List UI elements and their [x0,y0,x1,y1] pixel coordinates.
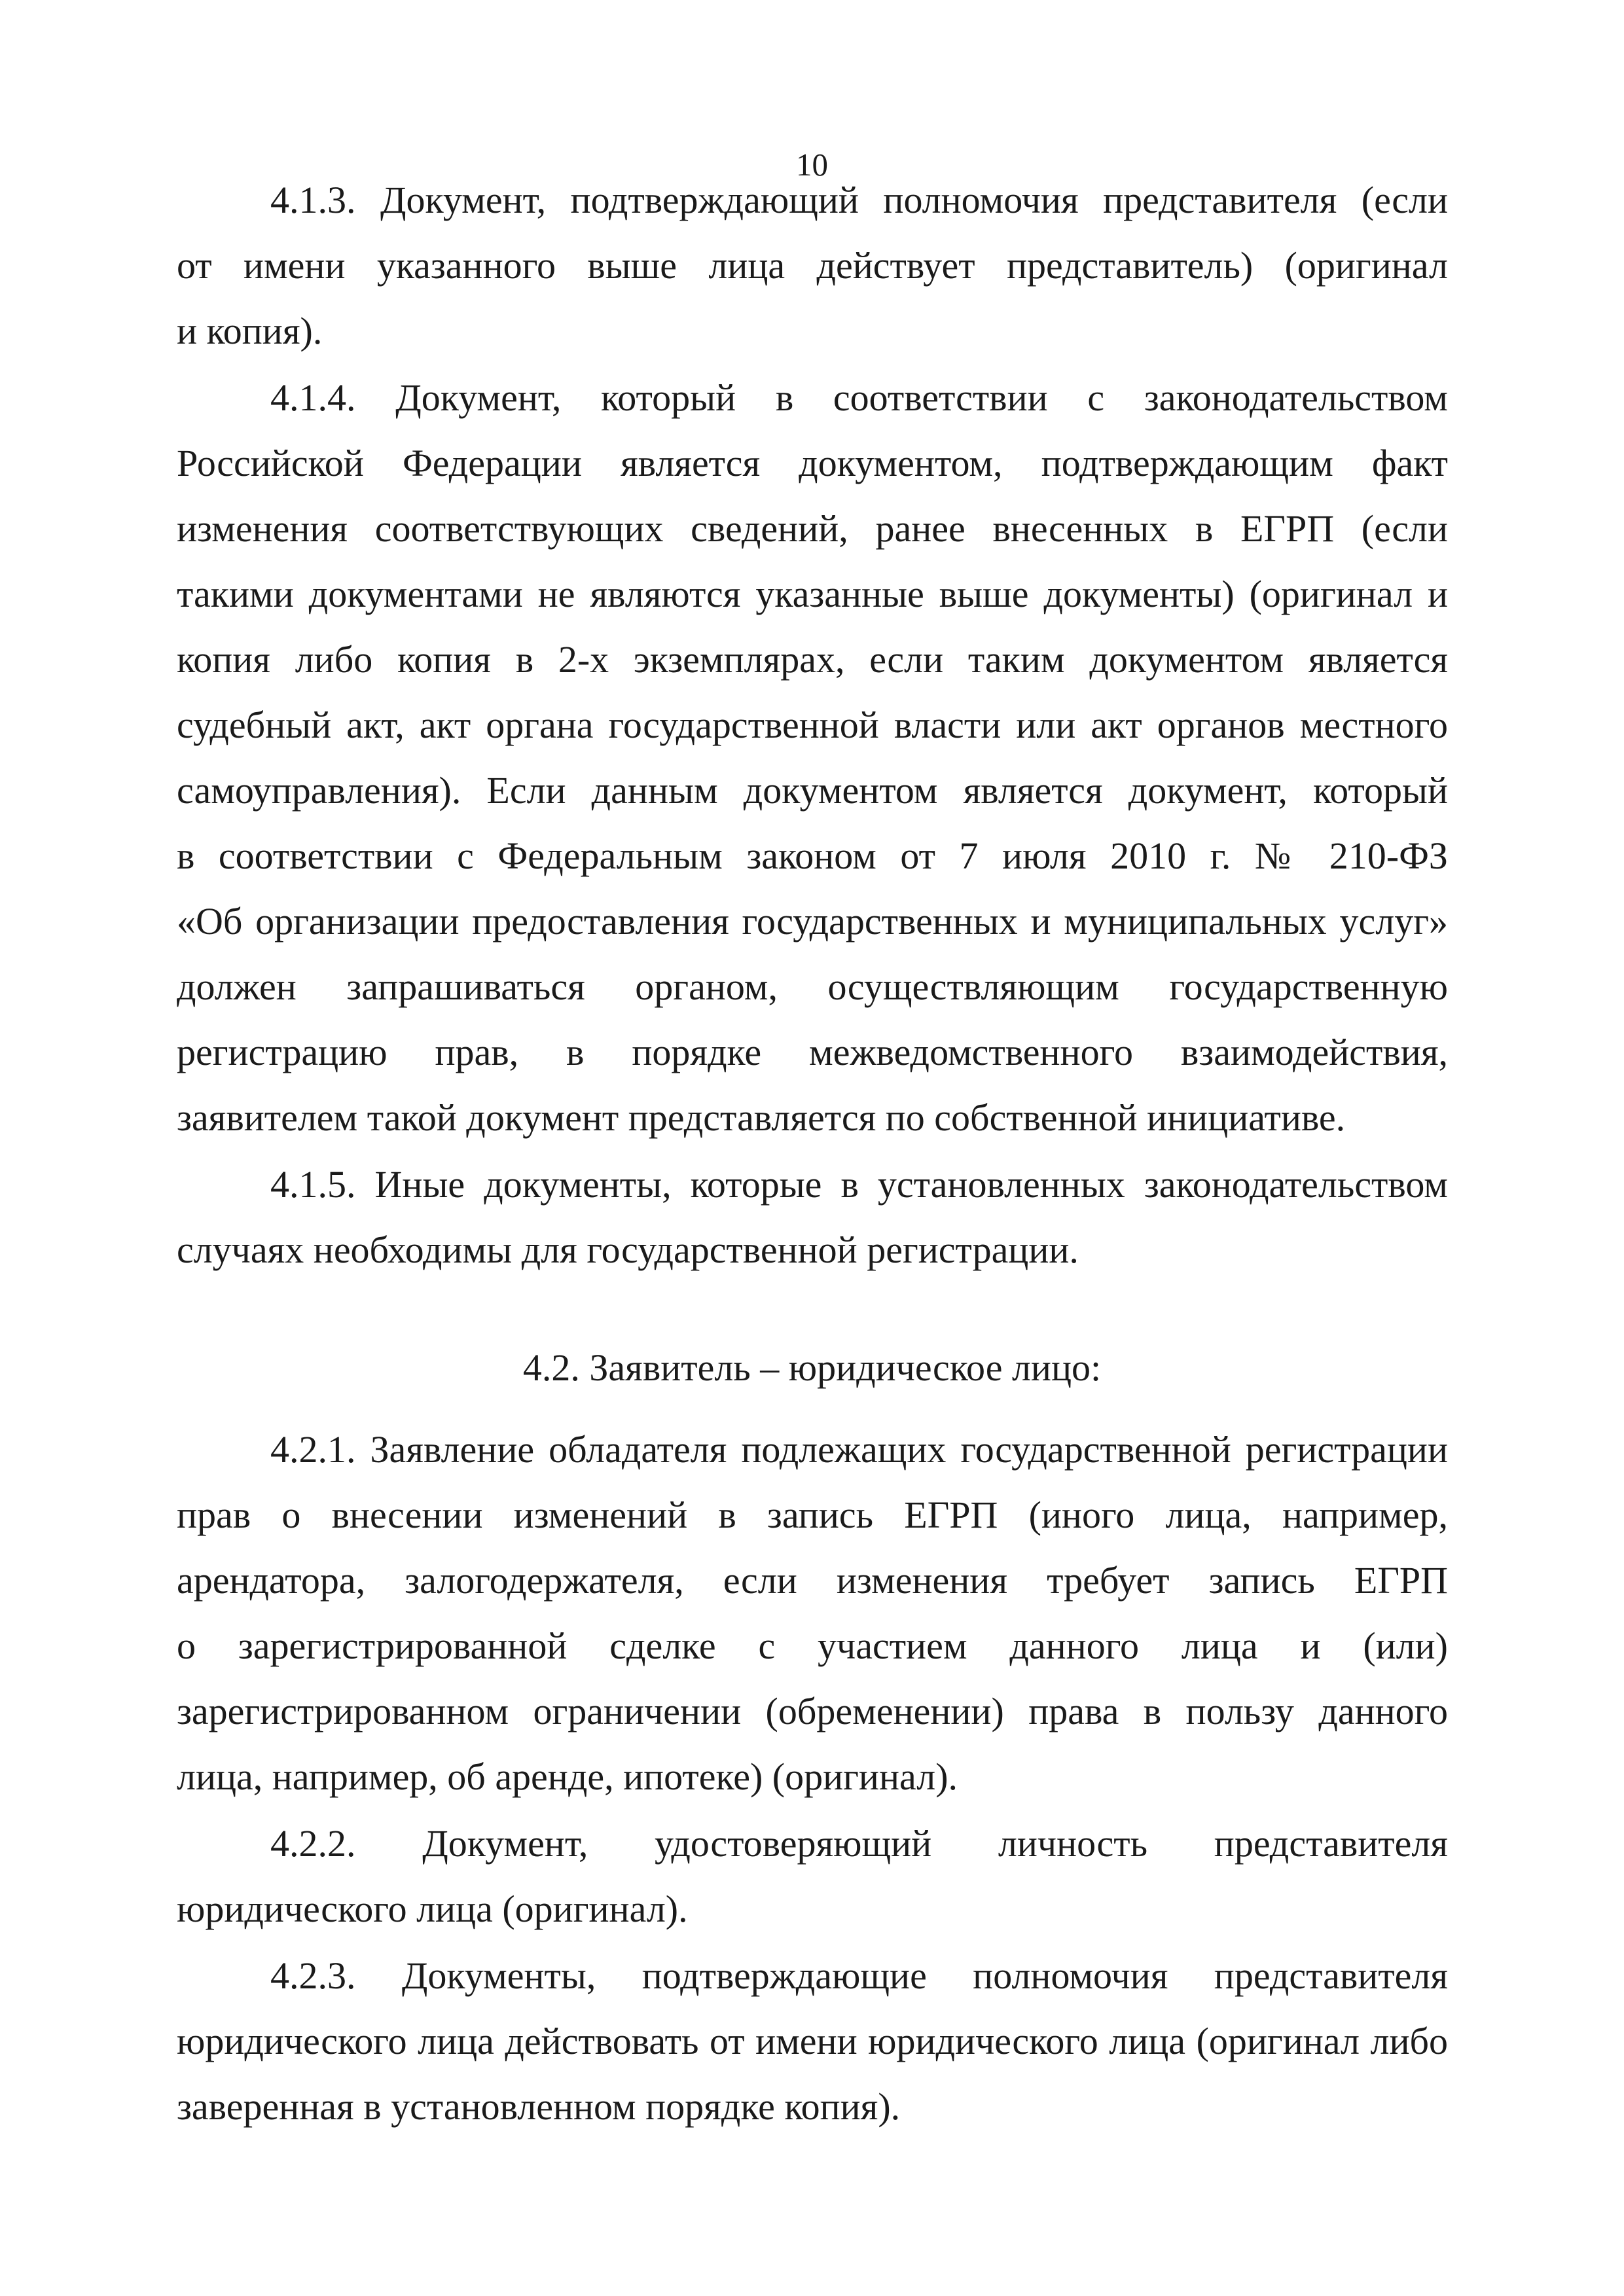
text-line: прав о внесении изменений в запись ЕГРП (иного лица, например, [177,1494,1448,1536]
text-line: изменения соответствующих сведений, ранее внесенных в ЕГРП (если [177,507,1448,550]
text-line: Российской Федерации является документом, подтверждающим факт [177,442,1448,484]
text-line: и копия). [177,310,323,352]
text-line: юридического лица действовать от имени юридического лица (оригинал либо [177,2020,1448,2062]
text-line: зарегистрированном ограничении (обременении) права в пользу данного [177,1690,1448,1732]
text-line: такими документами не являются указанные выше документы) (оригинал и [177,573,1448,615]
text-line: регистрацию прав, в порядке межведомственного взаимодействия, [177,1031,1448,1073]
text-line: 4.2.1. Заявление обладателя подлежащих государственной регистрации [270,1428,1448,1471]
text-line: юридического лица (оригинал). [177,1888,688,1930]
page-number: 10 [796,147,828,183]
text-line: копия либо копия в 2-х экземплярах, если таким документом является [177,638,1448,681]
text-line: самоуправления). Если данным документом является документ, который [177,769,1448,812]
text-line: судебный акт, акт органа государственной власти или акт органов местного [177,704,1448,746]
text-line: в соответствии с Федеральным законом от 7 июля 2010 г. № 210-ФЗ [177,834,1448,877]
text-line: должен запрашиваться органом, осуществляющим государственную [177,965,1448,1008]
text-line: 4.2.2. Документ, удостоверяющий личность представителя [270,1822,1448,1865]
text-line: от имени указанного выше лица действует представитель) (оригинал [177,244,1448,287]
text-line: заверенная в установленном порядке копия). [177,2085,901,2128]
section-heading: 4.2. Заявитель – юридическое лицо: [522,1346,1102,1389]
text-line: 4.1.4. Документ, который в соответствии с законодательством [270,376,1448,419]
text-line: 4.1.5. Иные документы, которые в установленных законодательством [270,1163,1448,1206]
text-line: 4.2.3. Документы, подтверждающие полномочия представителя [270,1954,1448,1997]
text-line: «Об организации предоставления государственных и муниципальных услуг» [177,900,1448,942]
text-line: заявителем такой документ представляется по собственной инициативе. [177,1096,1346,1139]
text-line: лица, например, об аренде, ипотеке) (оригинал). [177,1755,958,1798]
text-line: 4.1.3. Документ, подтверждающий полномочия представителя (если [270,179,1448,221]
text-line: случаях необходимы для государственной регистрации. [177,1229,1079,1271]
text-line: арендатора, залогодержателя, если изменения требует запись ЕГРП [177,1559,1448,1602]
text-line: о зарегистрированной сделке с участием данного лица и (или) [177,1624,1448,1667]
